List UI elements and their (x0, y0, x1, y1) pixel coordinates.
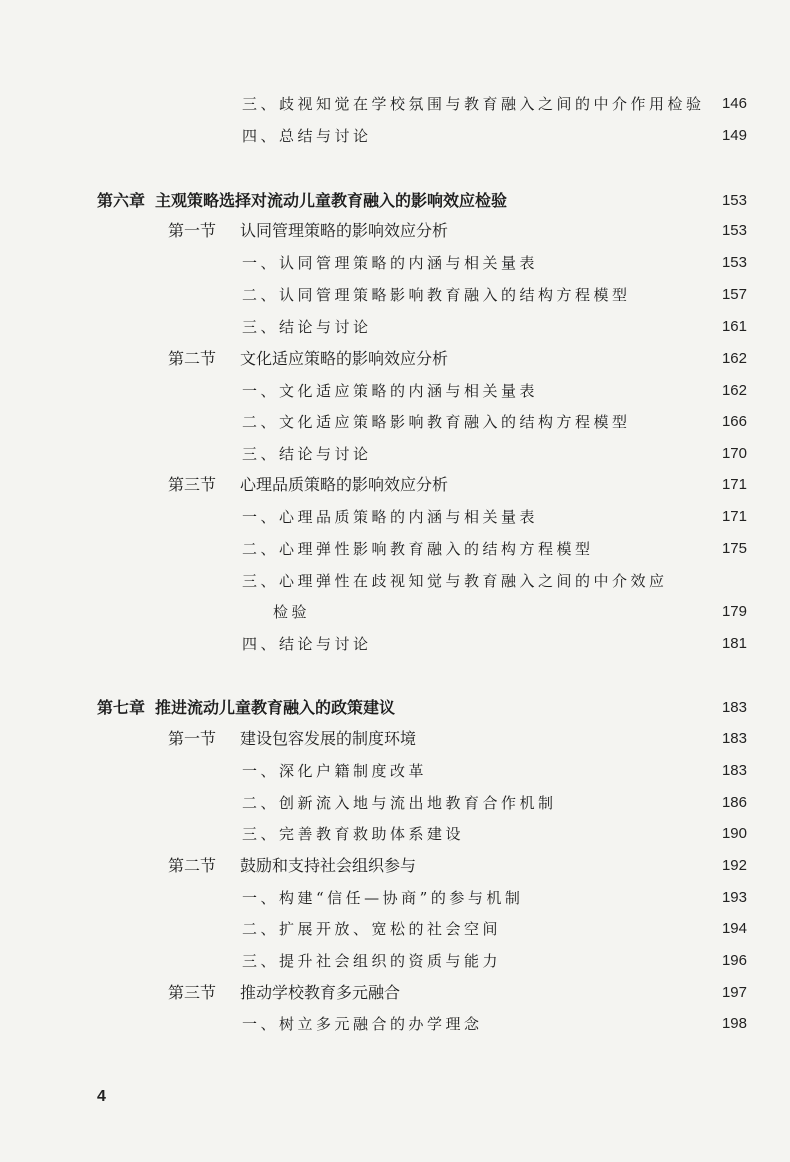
section-label: 第一节 (168, 729, 217, 748)
toc-item-title: 三、心理弹性在歧视知觉与教育融入之间的中介效应 (242, 572, 668, 590)
toc-item-title: 三、歧视知觉在学校氛围与教育融入之间的中介作用检验 (242, 95, 705, 113)
toc-page-number: 162 (721, 350, 747, 367)
section-label: 第二节 (168, 856, 217, 875)
toc-page-number: 183 (721, 730, 747, 747)
toc-section (0, 344, 790, 374)
toc-item-title: 一、文化适应策略的内涵与相关量表 (242, 382, 539, 400)
toc-chapter (0, 186, 790, 216)
toc-page-number: 161 (721, 318, 747, 335)
toc-item-title: 一、心理品质策略的内涵与相关量表 (242, 508, 539, 526)
toc-item (0, 439, 790, 469)
section-label: 第三节 (168, 983, 217, 1002)
toc-item (0, 534, 790, 564)
toc-section (0, 470, 790, 500)
toc-page-number: 175 (721, 540, 747, 557)
toc-item (0, 883, 790, 913)
toc-item (0, 566, 790, 596)
toc-item-continuation (0, 597, 790, 627)
toc-item (0, 121, 790, 151)
chapter-title: 主观策略选择对流动儿童教育融入的影响效应检验 (155, 191, 508, 210)
toc-item (0, 1009, 790, 1039)
toc-section (0, 216, 790, 246)
toc-page-number: 198 (721, 1015, 747, 1032)
section-title: 心理品质策略的影响效应分析 (240, 475, 449, 494)
toc-page-number: 171 (721, 476, 747, 493)
section-label: 第三节 (168, 475, 217, 494)
toc-page-number: 166 (721, 413, 747, 430)
toc-page-number: 183 (721, 762, 747, 779)
section-title: 建设包容发展的制度环境 (240, 729, 417, 748)
toc-page-number: 179 (721, 603, 747, 620)
toc-page-number: 170 (721, 445, 747, 462)
toc-section (0, 851, 790, 881)
section-title: 推动学校教育多元融合 (240, 983, 401, 1002)
toc-item-title: 一、认同管理策略的内涵与相关量表 (242, 254, 539, 272)
toc-page-number: 146 (721, 95, 747, 112)
toc-page-number: 183 (721, 699, 747, 716)
toc-item-title: 三、结论与讨论 (242, 445, 372, 463)
toc-section (0, 978, 790, 1008)
chapter-label: 第六章 (97, 191, 146, 210)
section-title: 鼓励和支持社会组织参与 (240, 856, 417, 875)
toc-page-number: 193 (721, 889, 747, 906)
section-label: 第一节 (168, 221, 217, 240)
toc-page-number: 171 (721, 508, 747, 525)
toc-item (0, 407, 790, 437)
toc-page-number: 153 (721, 254, 747, 271)
chapter-label: 第七章 (97, 698, 146, 717)
toc-item-title: 二、认同管理策略影响教育融入的结构方程模型 (242, 286, 631, 304)
toc-item-title: 三、提升社会组织的资质与能力 (242, 952, 502, 970)
toc-chapter (0, 693, 790, 723)
toc-item-title: 二、心理弹性影响教育融入的结构方程模型 (242, 540, 594, 558)
toc-page-number: 181 (721, 635, 747, 652)
toc-page-number: 186 (721, 794, 747, 811)
toc-item (0, 914, 790, 944)
toc-page-number: 153 (721, 222, 747, 239)
toc-section (0, 724, 790, 754)
toc-item-title: 一、树立多元融合的办学理念 (242, 1015, 483, 1033)
toc-item (0, 376, 790, 406)
toc-page-number: 192 (721, 857, 747, 874)
toc-item (0, 248, 790, 278)
toc-item-title: 一、构建“信任—协商”的参与机制 (242, 889, 524, 907)
toc-item-title: 检验 (273, 603, 311, 621)
toc-item-title: 一、深化户籍制度改革 (242, 762, 428, 780)
toc-item-title: 四、总结与讨论 (242, 127, 372, 145)
toc-item (0, 502, 790, 532)
toc-item (0, 819, 790, 849)
toc-page-number: 157 (721, 286, 747, 303)
toc-item-title: 二、扩展开放、宽松的社会空间 (242, 920, 502, 938)
toc-item-title: 三、完善教育救助体系建设 (242, 825, 465, 843)
section-title: 认同管理策略的影响效应分析 (240, 221, 449, 240)
toc-item (0, 788, 790, 818)
toc-page-number: 153 (721, 192, 747, 209)
toc-item-title: 三、结论与讨论 (242, 318, 372, 336)
toc-page-number: 194 (721, 920, 747, 937)
toc-item (0, 280, 790, 310)
toc-page-number: 197 (721, 984, 747, 1001)
chapter-title: 推进流动儿童教育融入的政策建议 (155, 698, 396, 717)
toc-item (0, 946, 790, 976)
toc-item-title: 四、结论与讨论 (242, 635, 372, 653)
section-title: 文化适应策略的影响效应分析 (240, 349, 449, 368)
page-folio-number: 4 (97, 1088, 106, 1105)
toc-item (0, 312, 790, 342)
section-label: 第二节 (168, 349, 217, 368)
toc-item-title: 二、创新流入地与流出地教育合作机制 (242, 794, 557, 812)
toc-page-number: 190 (721, 825, 747, 842)
toc-item-title: 二、文化适应策略影响教育融入的结构方程模型 (242, 413, 631, 431)
toc-page-number: 196 (721, 952, 747, 969)
toc-page-number: 149 (721, 127, 747, 144)
toc-item (0, 89, 790, 119)
toc-page-number: 162 (721, 382, 747, 399)
toc-item (0, 756, 790, 786)
toc-item (0, 629, 790, 659)
